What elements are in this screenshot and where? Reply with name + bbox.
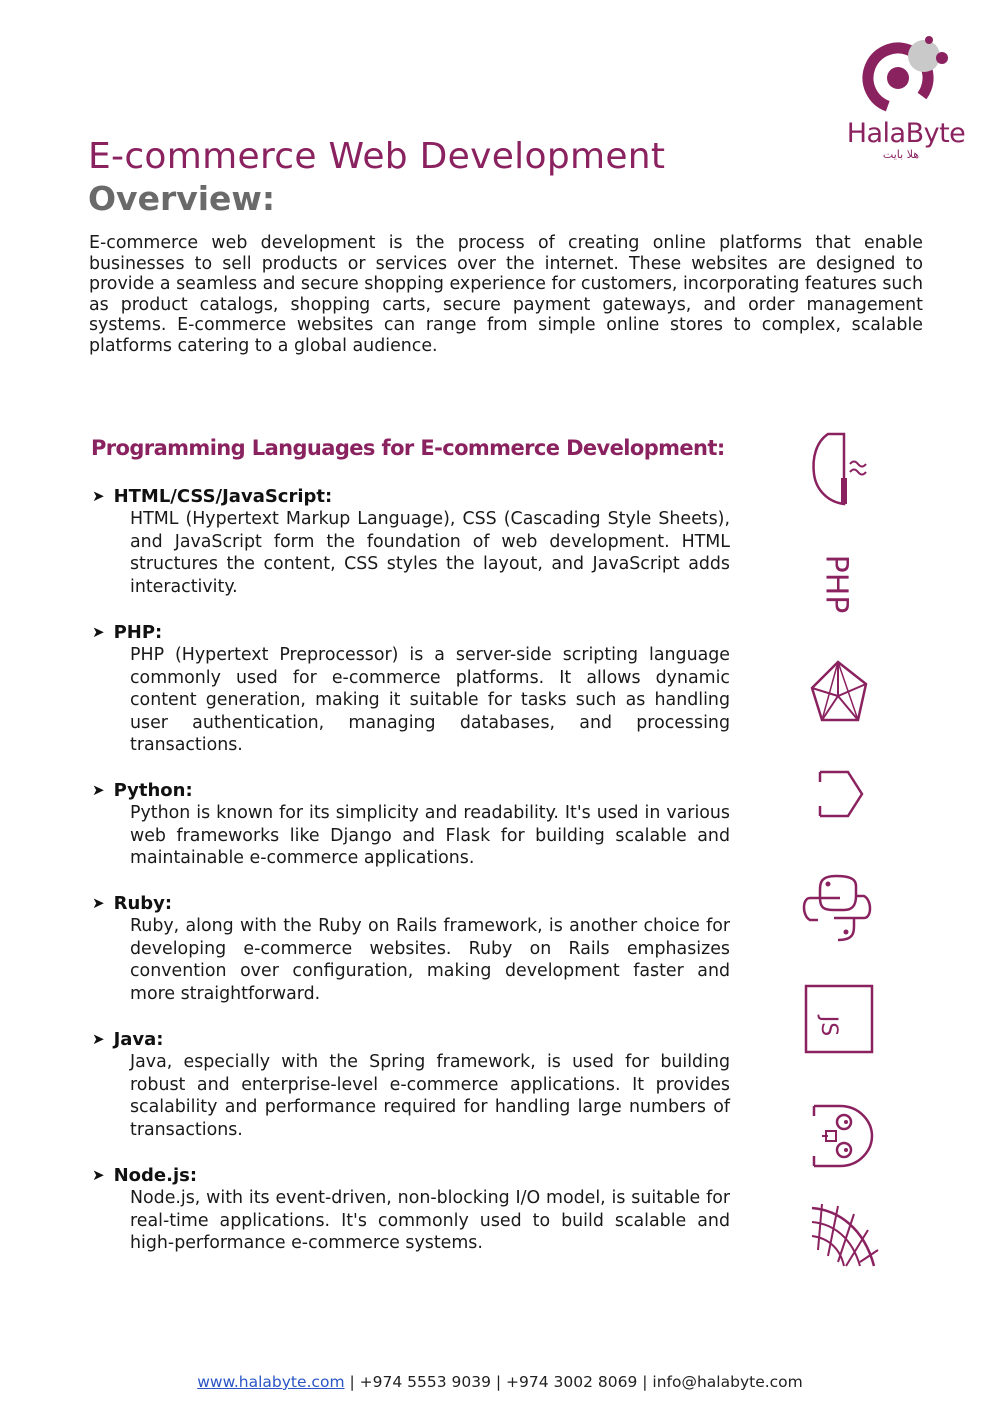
list-item — [90, 621, 730, 757]
language-description: Ruby, along with the Ruby on Rails framework, is another choice for developing e-commerce websites. Ruby on Rails emphasizes convention over configuration, making development faster and more straightforward. — [130, 916, 730, 1004]
arrow-bullet-icon: ➤ — [92, 623, 105, 641]
halabyte-logo — [836, 34, 976, 164]
arrow-bullet-icon: ➤ — [92, 1166, 105, 1184]
js-icon — [804, 984, 874, 1054]
language-description: HTML (Hypertext Markup Language), CSS (Cascading Style Sheets), and JavaScript form the foundation of web development. HTML structures the content, CSS styles the layout, and JavaScript adds interactivity. — [130, 509, 730, 597]
ruby-icon — [808, 658, 878, 728]
website-link[interactable]: www.halabyte.com — [197, 1373, 345, 1391]
arrow-bullet-icon: ➤ — [92, 894, 105, 912]
php-icon-label: PHP — [818, 554, 854, 614]
arrow-bullet-icon: ➤ — [92, 781, 105, 799]
language-name: HTML/CSS/JavaScript: — [113, 485, 333, 507]
page-subtitle: Overview: — [88, 179, 276, 218]
language-description: Node.js, with its event-driven, non-blocking I/O model, is suitable for real-time applications. It's commonly used to build scalable and high-performance e-commerce systems. — [130, 1188, 730, 1254]
python-icon — [800, 870, 874, 946]
footer — [0, 1373, 1000, 1391]
language-name: Node.js: — [113, 1164, 198, 1186]
list-item — [90, 1164, 730, 1255]
java-icon — [806, 428, 886, 510]
intro-paragraph: E-commerce web development is the process of creating online platforms that enable businesses to sell products or services over the internet. These websites are designed to provide a seamless and secure shopping experience for customers, incorporating features such as product catalogs, shopping carts, secure payment gateways, and order management systems. E-commerce websites can range from simple online stores to complex, scalable platforms catering to a global audience. — [89, 233, 923, 356]
gopher-icon — [810, 1100, 876, 1172]
arrow-bullet-icon: ➤ — [92, 1030, 105, 1048]
web-icon — [808, 1200, 880, 1272]
language-name: Java: — [113, 1028, 164, 1050]
logo-wordmark: HalaByte — [846, 118, 966, 149]
section-heading: Programming Languages for E-commerce Development: — [91, 436, 725, 460]
language-name: Python: — [113, 779, 193, 801]
logo-arabic-name: هلا بايت — [882, 148, 920, 161]
language-description: Java, especially with the Spring framework, is used for building robust and enterprise-level e-commerce applications. It provides scalability and performance required for handling large numbers of transactions. — [130, 1052, 730, 1140]
list-item — [90, 485, 730, 598]
list-item — [90, 892, 730, 1005]
language-name: PHP: — [113, 621, 163, 643]
language-description: PHP (Hypertext Preprocessor) is a server-side scripting language commonly used for e-commerce platforms. It allows dynamic content generation, making it suitable for tasks such as handling user authentication, managing databases, and processing transactions. — [130, 645, 730, 756]
html-icon — [810, 766, 870, 822]
language-description: Python is known for its simplicity and readability. It's used in various web frameworks like Django and Flask for building scalable and maintainable e-commerce applications. — [130, 803, 730, 869]
js-icon-label: JS — [816, 1015, 841, 1037]
list-item — [90, 1028, 730, 1141]
page-title: E-commerce Web Development — [88, 136, 666, 177]
language-name: Ruby: — [113, 892, 173, 914]
logo-mark-icon — [856, 34, 956, 118]
arrow-bullet-icon: ➤ — [92, 487, 105, 505]
list-item — [90, 779, 730, 870]
contact-info: | +974 5553 9039 | +974 3002 8069 | info@halabyte.com — [344, 1373, 803, 1391]
language-icons-column — [796, 420, 886, 1280]
php-icon — [810, 538, 860, 630]
